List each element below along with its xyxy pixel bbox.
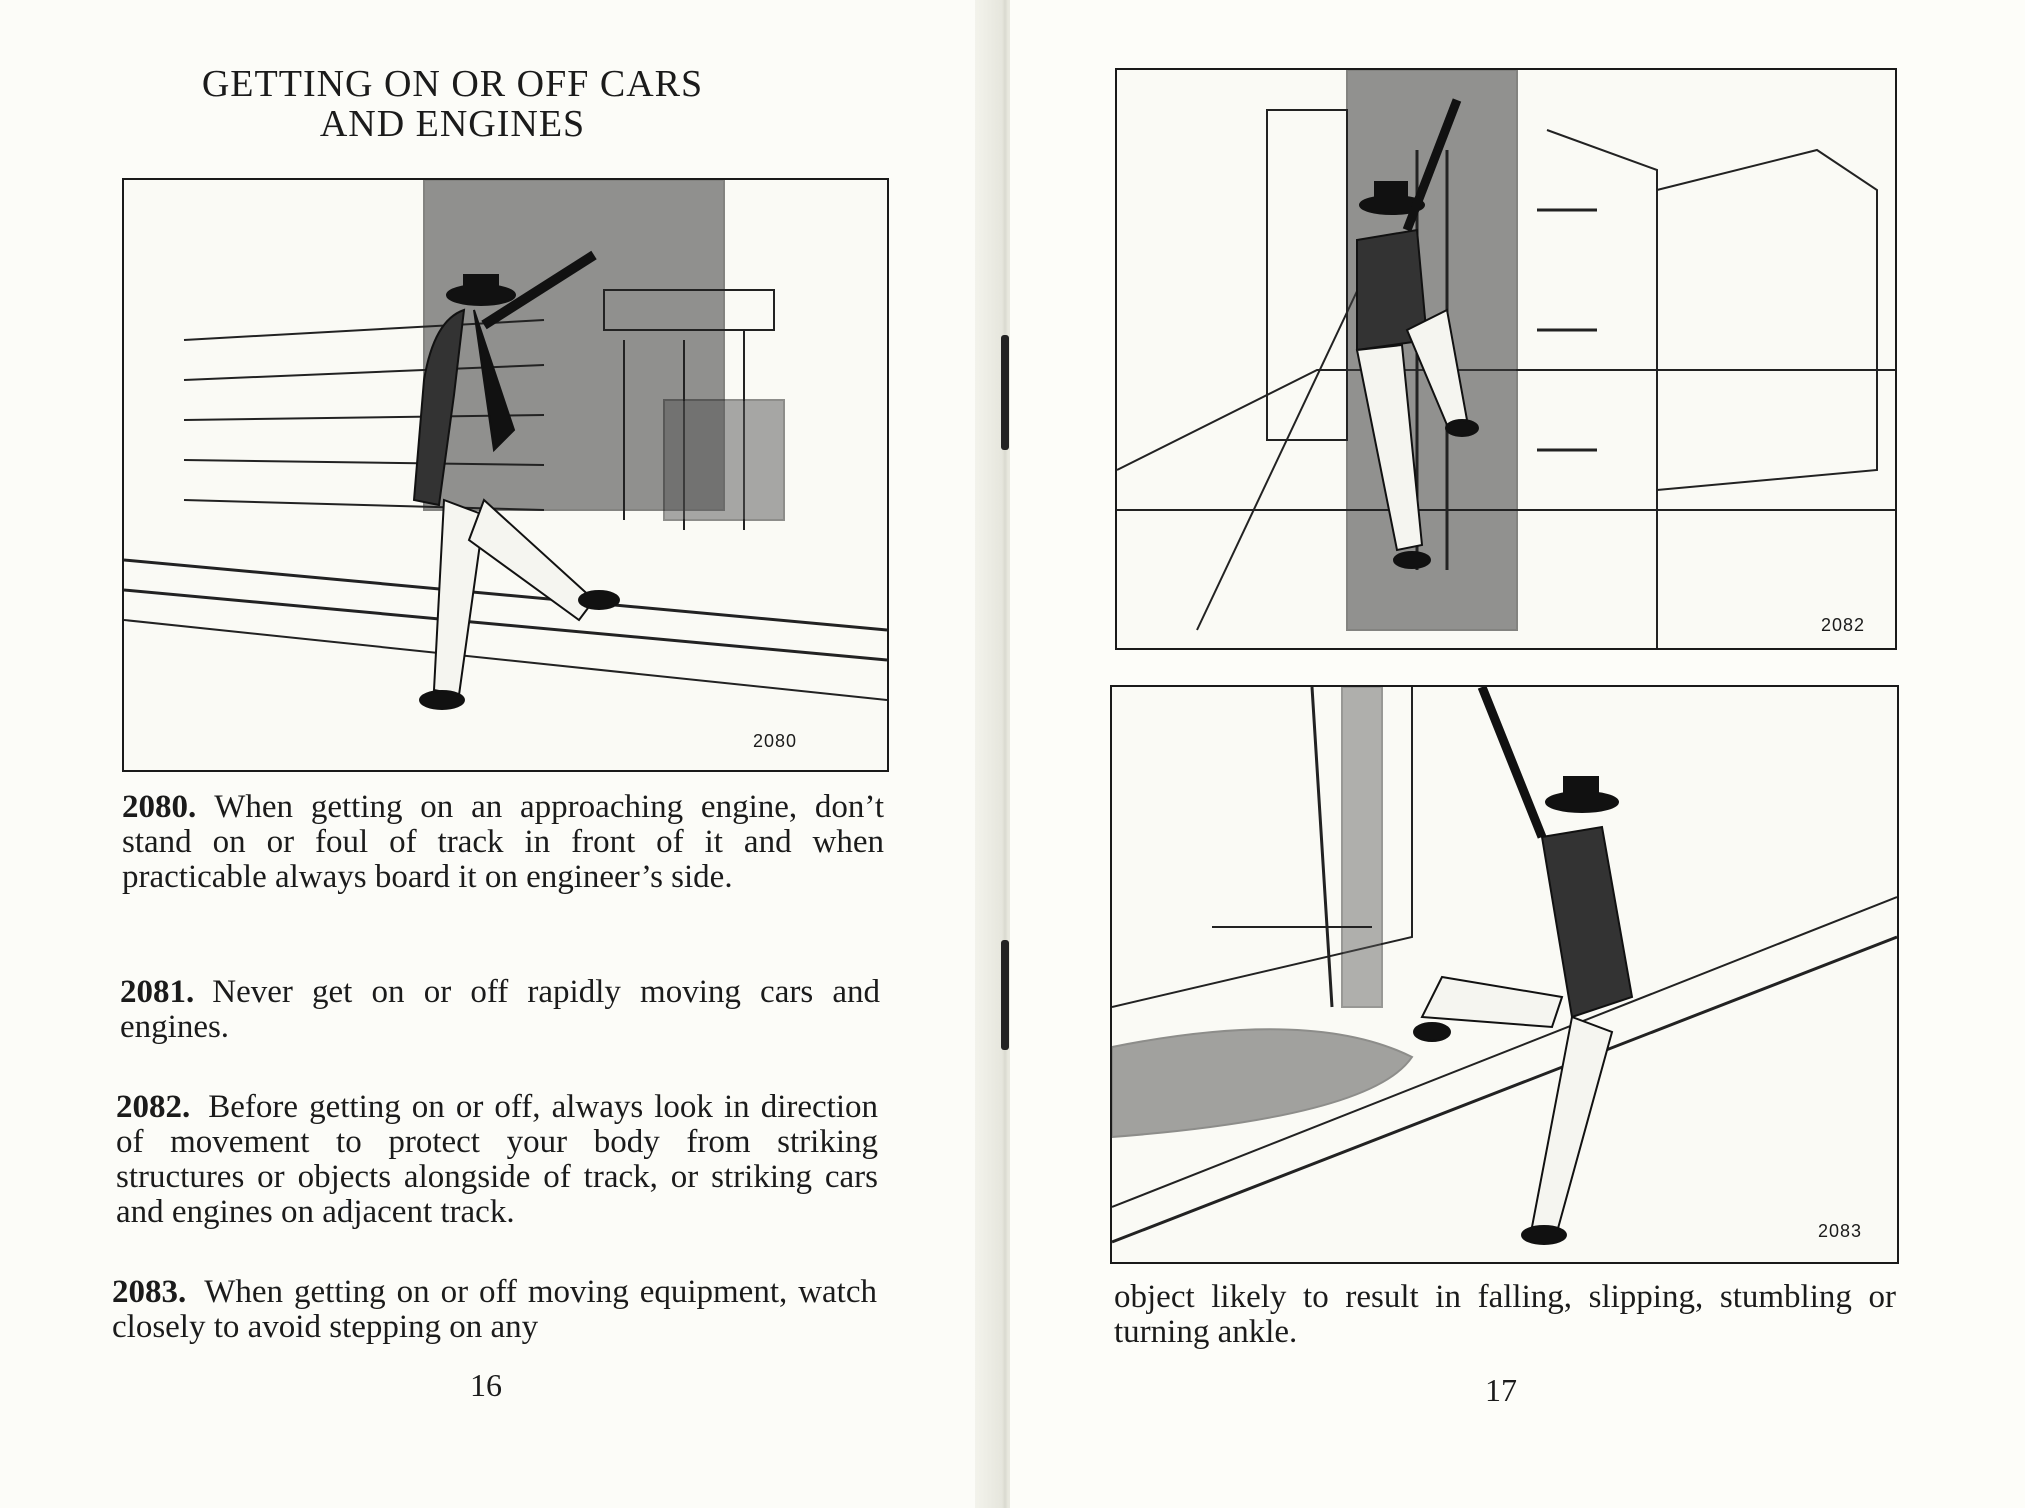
stepping-on-car-illustration — [1112, 687, 1897, 1262]
rule-2081 — [120, 975, 880, 1045]
illustration-2082 — [1115, 68, 1897, 650]
figure-number: 2083 — [1817, 1221, 1862, 1241]
staple-top — [1001, 335, 1009, 450]
rule-number: 2083. — [112, 1274, 187, 1310]
page-number-left: 16 — [470, 1367, 502, 1403]
illustration-2080 — [122, 178, 889, 772]
right-page — [1010, 0, 2025, 1508]
rule-2083 — [112, 1275, 877, 1345]
page-number-right: 17 — [1485, 1372, 1517, 1408]
rule-number: 2081. — [120, 974, 195, 1010]
climbing-car-illustration — [1117, 70, 1895, 648]
rule-2082 — [116, 1090, 878, 1230]
rule-number: 2080. — [122, 789, 197, 825]
illustration-2083 — [1110, 685, 1899, 1264]
rule-text: When getting on or off moving equipment, watch closely to avoid stepping on any — [112, 1274, 877, 1345]
rule-number: 2082. — [116, 1089, 191, 1125]
rule-text: Before getting on or off, always look in direction of movement to protect your body from striking structures or objects alongside of track, or striking cars and engines on adjacent track. — [116, 1089, 878, 1230]
engine-boarding-illustration — [124, 180, 887, 770]
rule-2080 — [122, 790, 884, 895]
title-line-1: GETTING ON OR OFF CARS — [201, 63, 704, 105]
rule-2083-continuation: object likely to result in falling, slipping, stumbling or turning ankle. — [1114, 1279, 1896, 1350]
figure-number: 2080 — [752, 731, 797, 751]
rule-text: Never get on or off rapidly moving cars and engines. — [120, 974, 880, 1045]
left-page — [0, 0, 1000, 1508]
section-title — [120, 64, 785, 144]
rule-text: When getting on an approaching engine, don’t stand on or foul of track in front of it and when practicable always board it on engineer’s side. — [122, 789, 884, 895]
staple-bottom — [1001, 940, 1009, 1050]
figure-number: 2082 — [1820, 615, 1865, 635]
title-line-2: AND ENGINES — [319, 103, 586, 145]
